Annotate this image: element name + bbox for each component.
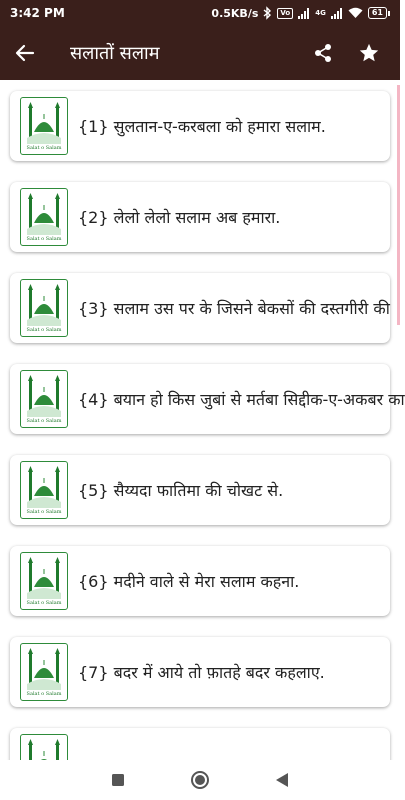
- signal-icon: [298, 8, 310, 19]
- app-bar: [0, 26, 400, 80]
- back-button[interactable]: [0, 26, 50, 80]
- volte-icon: Vo: [277, 8, 293, 19]
- list-item[interactable]: [10, 364, 405, 434]
- list-item[interactable]: [10, 91, 390, 161]
- list-item[interactable]: [10, 455, 390, 525]
- mosque-thumbnail-icon: Salat o Salam: [20, 370, 68, 428]
- battery-icon: [368, 7, 390, 19]
- item-label: {5} सैय्यदा फातिमा की चोखट से.: [78, 481, 284, 500]
- network-type: 4G: [315, 9, 326, 17]
- battery-level: 61: [368, 7, 387, 19]
- item-label: {6} मदीने वाले से मेरा सलाम कहना.: [78, 572, 300, 591]
- item-label: {4} बयान हो किस जुबां से मर्तबा सिद्दीक-ए-अकबर का: [78, 390, 405, 409]
- list-item[interactable]: [10, 182, 390, 252]
- star-icon: [358, 42, 380, 64]
- recents-button[interactable]: [106, 768, 130, 792]
- item-label: {2} लेलो लेलो सलाम अब हमारा.: [78, 208, 281, 227]
- scrollbar[interactable]: [397, 85, 400, 325]
- network-speed: 0.5KB/s: [211, 6, 259, 20]
- signal-icon-2: [331, 8, 343, 19]
- item-label: {1} सुलतान-ए-करबला को हमारा सलाम.: [78, 117, 326, 136]
- home-icon: [190, 770, 210, 790]
- wifi-icon: [348, 7, 363, 19]
- mosque-thumbnail-icon: Salat o Salam: [20, 188, 68, 246]
- mosque-thumbnail-icon: Salat o Salam: [20, 461, 68, 519]
- status-bar: [0, 0, 400, 26]
- share-button[interactable]: [300, 26, 346, 80]
- share-icon: [313, 43, 333, 63]
- home-button[interactable]: [188, 768, 212, 792]
- mosque-thumbnail-icon: Salat o Salam: [20, 552, 68, 610]
- item-label: {3} सलाम उस पर के जिसने बेकसों की दस्तगीरी की: [78, 299, 390, 318]
- system-nav-bar: [0, 760, 400, 800]
- favorite-button[interactable]: [346, 26, 392, 80]
- mosque-thumbnail-icon: Salat o Salam: [20, 643, 68, 701]
- list-item[interactable]: [10, 273, 390, 343]
- status-time: 3:42 PM: [10, 6, 65, 20]
- back-arrow-icon: [15, 43, 35, 63]
- page-title: सलातों सलाम: [70, 43, 160, 64]
- salam-list: [0, 80, 405, 760]
- mosque-thumbnail-icon: Salat o Salam: [20, 279, 68, 337]
- status-icons: [211, 7, 390, 20]
- list-item[interactable]: [10, 637, 390, 707]
- bluetooth-icon: [263, 7, 272, 19]
- nav-back-button[interactable]: [270, 768, 294, 792]
- list-item[interactable]: [10, 546, 390, 616]
- mosque-thumbnail-icon: Salat o Salam: [20, 97, 68, 155]
- item-label: {7} बदर में आये तो फ़ातहे बदर कहलाए.: [78, 663, 325, 682]
- back-icon: [275, 772, 289, 788]
- recents-icon: [111, 773, 125, 787]
